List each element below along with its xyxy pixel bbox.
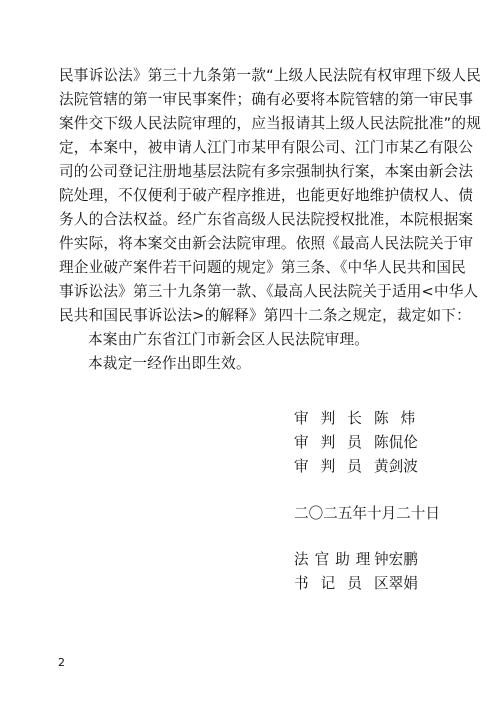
body-paragraph — [59, 64, 481, 328]
body-line: 案件交下级人民法院审理的，应当报请其上级人民法院批准”的规 — [59, 115, 481, 132]
signature-name-presiding-judge: 陈炜 — [374, 410, 428, 427]
ruling-text: 本案由广东省江门市新会区人民法院审理。 — [88, 331, 370, 348]
ruling-date: 二〇二五年十月二十日 — [294, 505, 440, 522]
body-line: 院处理，不仅便利于破产程序推进，也能更好地维护债权人、债 — [59, 187, 474, 204]
signature-role-judge-2: 审判员 — [294, 458, 374, 475]
signature-name-judge-assistant: 钟宏鹏 — [374, 551, 418, 568]
signature-name-judge-2: 黄剑波 — [374, 458, 418, 475]
signature-name-clerk: 区翠娟 — [374, 575, 418, 592]
body-line: 件实际，将本案交由新会法院审理。依照《最高人民法院关于审 — [59, 235, 474, 252]
body-line: 理企业破产案件若干问题的规定》第三条、《中华人民共和国民 — [59, 259, 466, 276]
signature-role-judge-assistant: 法官助理 — [294, 551, 377, 568]
body-line: 司的公司登记注册地基层法院有多宗强制执行案，本案由新会法 — [59, 163, 474, 180]
body-line: 事诉讼法》第三十九条第一款、《最高人民法院关于适用<中华人 — [59, 283, 479, 300]
signature-name-judge-1: 陈侃伦 — [374, 434, 418, 451]
body-line: 务人的合法权益。经广东省高级人民法院授权批准，本院根据案 — [59, 211, 474, 228]
ruling-text: 本裁定一经作出即生效。 — [88, 355, 251, 372]
ruling-1 — [88, 328, 471, 352]
signature-role-clerk: 书记员 — [294, 575, 374, 592]
body-line: 民事诉讼法》第三十九条第一款“上级人民法院有权审理下级人民 — [59, 67, 481, 84]
page-number: 2 — [58, 656, 65, 669]
body-line: 民共和国民事诉讼法>的解释》第四十二条之规定，裁定如下： — [59, 307, 471, 324]
body-line: 法院管辖的第一审民事案件；确有必要将本院管辖的第一审民事 — [59, 91, 474, 108]
body-line: 定，本案中，被申请人江门市某甲有限公司、江门市某乙有限公 — [59, 139, 474, 156]
signature-role-judge-1: 审判员 — [294, 434, 374, 451]
signature-role-presiding-judge: 审判长 — [294, 410, 374, 427]
ruling-2 — [88, 352, 471, 376]
